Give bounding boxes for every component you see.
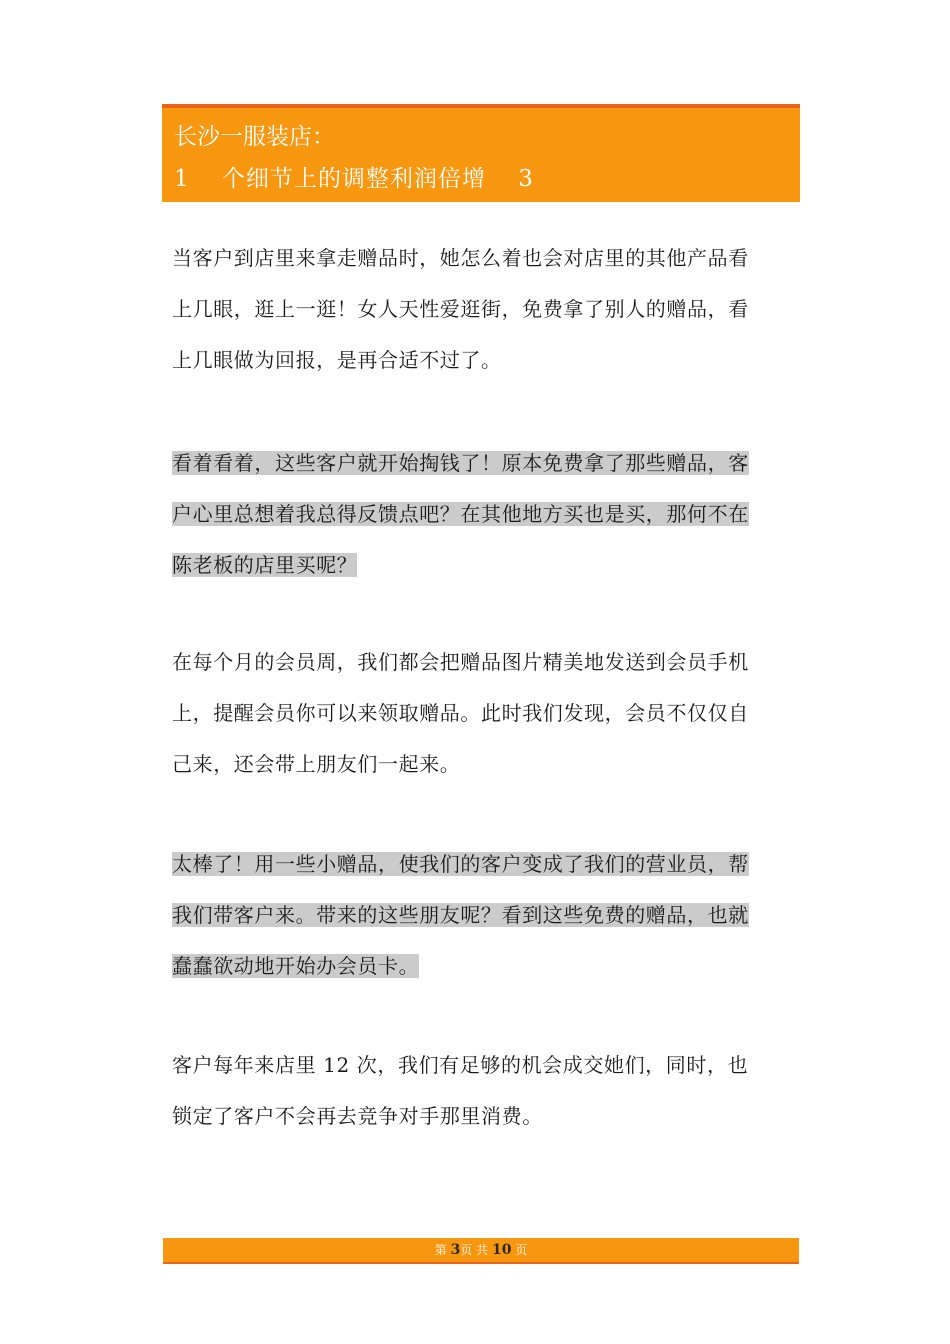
paragraph-line: 当客户到店里来拿走赠品时，她怎么着也会对店里的其他产品看 bbox=[172, 246, 749, 270]
paragraph-5 bbox=[172, 1040, 792, 1142]
paragraph-line: 陈老板的店里买呢？ bbox=[172, 553, 358, 577]
title-line-2: 1 个细节上的调整利润倍增 3 bbox=[174, 166, 534, 192]
total-pages-number: 10 bbox=[491, 1242, 512, 1258]
paragraph-line: 看着看着，这些客户就开始掏钱了！原本免费拿了那些赠品，客 bbox=[172, 451, 749, 475]
title-line-1: 长沙一服装店： bbox=[174, 124, 335, 150]
footer-middle: 页 共 bbox=[460, 1243, 492, 1257]
paragraph-line: 我们带客户来。带来的这些朋友呢？看到这些免费的赠品，也就 bbox=[172, 903, 749, 927]
paragraph-line: 己来，还会带上朋友们一起来。 bbox=[172, 752, 461, 776]
paragraph-line: 太棒了！用一些小赠品，使我们的客户变成了我们的营业员，帮 bbox=[172, 852, 749, 876]
paragraph-line: 户心里总想着我总得反馈点吧？在其他地方买也是买，那何不在 bbox=[172, 502, 749, 526]
current-page-number: 3 bbox=[450, 1242, 461, 1258]
footer-suffix: 页 bbox=[511, 1243, 528, 1257]
paragraph-line: 客户每年来店里 12 次，我们有足够的机会成交她们，同时，也 bbox=[172, 1053, 749, 1077]
paragraph-2-highlighted bbox=[172, 438, 792, 591]
footer-prefix: 第 bbox=[434, 1243, 451, 1257]
title-banner bbox=[162, 104, 800, 202]
paragraph-line: 上几眼，逛上一逛！女人天性爱逛街，免费拿了别人的赠品，看 bbox=[172, 297, 749, 321]
paragraph-line: 上几眼做为回报，是再合适不过了。 bbox=[172, 348, 502, 372]
paragraph-4-highlighted bbox=[172, 839, 792, 992]
paragraph-line: 在每个月的会员周，我们都会把赠品图片精美地发送到会员手机 bbox=[172, 650, 749, 674]
paragraph-3 bbox=[172, 637, 792, 790]
paragraph-line: 锁定了客户不会再去竞争对手那里消费。 bbox=[172, 1104, 543, 1128]
paragraph-line: 上，提醒会员你可以来领取赠品。此时我们发现，会员不仅仅自 bbox=[172, 701, 749, 725]
paragraph-line: 蠢蠢欲动地开始办会员卡。 bbox=[172, 954, 420, 978]
paragraph-1 bbox=[172, 233, 792, 386]
page-footer bbox=[163, 1238, 799, 1264]
